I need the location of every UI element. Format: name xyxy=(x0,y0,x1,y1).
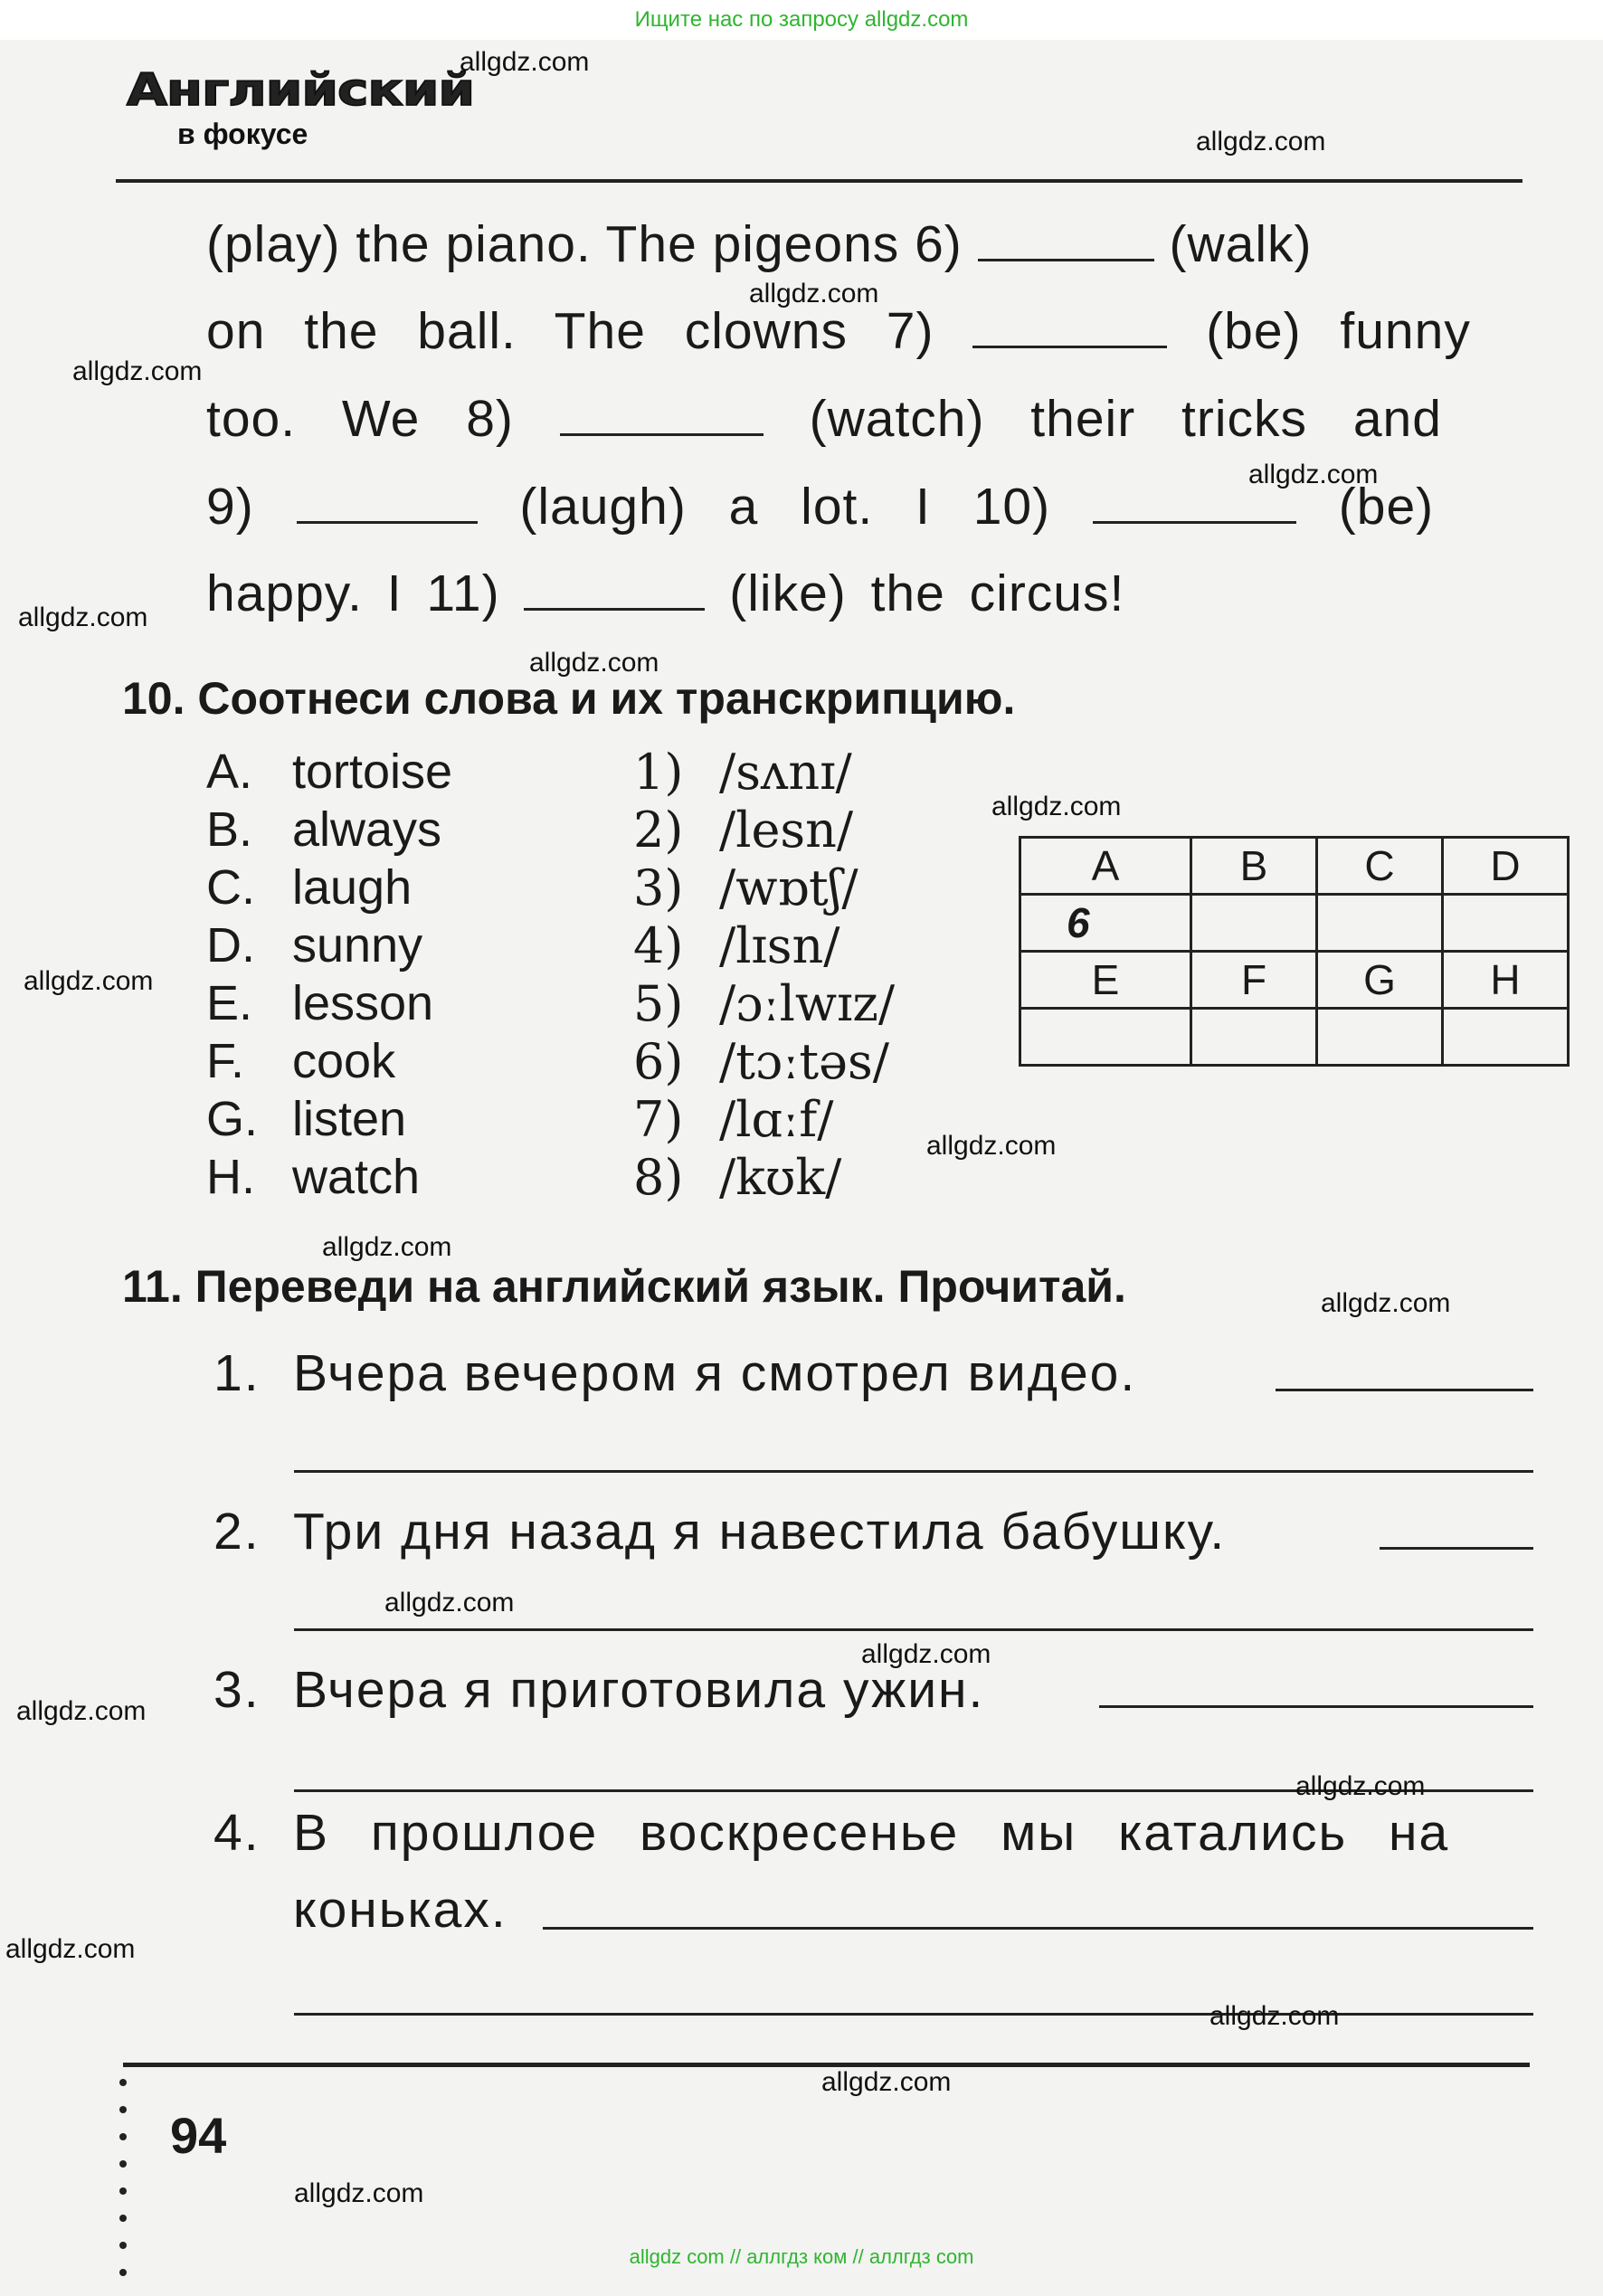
item-text: Три дня назад я навестила бабушку. xyxy=(293,1503,1227,1561)
transcription-num: 4) xyxy=(633,917,684,974)
ex9-line-1-verb: (walk) xyxy=(1169,215,1313,273)
transcription-text: /ɔːlwɪz/ xyxy=(719,975,896,1032)
word-item-h xyxy=(206,1149,452,1207)
answer-blank-7[interactable] xyxy=(972,346,1167,348)
word-item-d xyxy=(206,917,452,975)
ex9-line-4-num: 9) xyxy=(206,478,254,536)
grid-header-cell: A xyxy=(1020,838,1191,895)
word-text: listen xyxy=(292,1092,407,1146)
grid-header-cell: E xyxy=(1020,952,1191,1009)
word-item-g xyxy=(206,1091,452,1149)
watermark: allgdz.com xyxy=(1321,1288,1451,1318)
ex10-word-list xyxy=(206,744,452,1207)
grid-answer-row xyxy=(1020,1009,1569,1066)
transcription-item-7 xyxy=(633,1091,895,1149)
word-letter: A. xyxy=(206,745,253,799)
answer-line[interactable] xyxy=(1380,1547,1533,1550)
bottom-banner xyxy=(0,2245,1603,2269)
grid-header-cell: B xyxy=(1191,838,1317,895)
exercise-10-heading: 10. Соотнеси слова и их транскрипцию. xyxy=(122,673,1016,724)
word-text: lesson xyxy=(292,976,434,1030)
translate-item-4 xyxy=(213,1803,1449,1863)
word-item-f xyxy=(206,1033,452,1091)
ex9-line-1 xyxy=(206,214,1532,274)
ex9-line-3-text: too. We 8) xyxy=(206,390,514,448)
ex9-line-4-verb: (be) xyxy=(1338,478,1435,536)
transcription-text: /lɑːf/ xyxy=(719,1091,834,1148)
ex9-line-2 xyxy=(206,301,1471,361)
item-text: Вчера я приготовила ужин. xyxy=(293,1661,985,1719)
word-letter: E. xyxy=(206,976,253,1030)
transcription-item-6 xyxy=(633,1033,895,1091)
transcription-num: 3) xyxy=(633,859,684,916)
item-text: В прошлое воскресенье мы катались на xyxy=(293,1804,1450,1862)
grid-header-cell: G xyxy=(1317,952,1443,1009)
watermark: allgdz.com xyxy=(529,648,659,678)
transcription-text: /sʌnɪ/ xyxy=(719,744,852,801)
ex9-line-1-text: (play) the piano. The pigeons 6) xyxy=(206,215,963,273)
answer-line[interactable] xyxy=(543,1927,1533,1930)
ex9-line-4-text: (laugh) a lot. I 10) xyxy=(519,478,1051,536)
grid-answer-cell[interactable] xyxy=(1191,1009,1317,1066)
book-logo-title: Английский xyxy=(127,63,475,116)
transcription-num: 7) xyxy=(633,1091,684,1148)
watermark: allgdz.com xyxy=(384,1588,515,1618)
item-text: Вчера вечером я смотрел видео. xyxy=(293,1344,1137,1402)
transcription-item-5 xyxy=(633,975,895,1033)
grid-answer-cell[interactable] xyxy=(1443,895,1569,952)
watermark: allgdz.com xyxy=(1209,2001,1340,2031)
transcription-item-2 xyxy=(633,802,895,859)
answer-blank-8[interactable] xyxy=(560,433,764,436)
answer-blank-9[interactable] xyxy=(297,521,478,524)
word-text: cook xyxy=(292,1034,396,1088)
transcription-text: /wɒtʃ/ xyxy=(719,859,858,916)
watermark: allgdz.com xyxy=(991,792,1122,821)
watermark: allgdz.com xyxy=(5,1934,136,1964)
answer-line[interactable] xyxy=(294,2013,1533,2016)
word-letter: F. xyxy=(206,1034,245,1088)
answer-blank-6[interactable] xyxy=(978,259,1154,261)
watermark: allgdz.com xyxy=(16,1696,147,1726)
answer-blank-11[interactable] xyxy=(524,608,705,611)
top-banner-text[interactable]: Ищите нас по запросу allgdz.com xyxy=(634,7,969,32)
ex9-line-3-verb: (watch) their tricks and xyxy=(809,390,1442,448)
ex9-line-5-text: happy. I 11) xyxy=(206,565,500,622)
top-banner xyxy=(0,0,1603,40)
word-text: sunny xyxy=(292,918,423,972)
answer-line[interactable] xyxy=(1276,1389,1533,1391)
word-text: tortoise xyxy=(292,745,453,799)
item-number: 2. xyxy=(213,1503,261,1561)
word-item-c xyxy=(206,859,452,917)
transcription-num: 6) xyxy=(633,1033,684,1090)
watermark: allgdz.com xyxy=(18,602,148,632)
grid-header-cell: H xyxy=(1443,952,1569,1009)
word-text: always xyxy=(292,802,442,857)
item-number: 4. xyxy=(213,1804,261,1862)
transcription-item-4 xyxy=(633,917,895,975)
grid-answer-cell[interactable] xyxy=(1443,1009,1569,1066)
bottom-banner-text[interactable]: allgdz com // аллгдз ком // аллгдз com xyxy=(629,2245,974,2268)
ex9-line-2-verb: (be) funny xyxy=(1206,302,1471,360)
word-item-a xyxy=(206,744,452,802)
grid-header-row xyxy=(1020,838,1569,895)
grid-answer-row xyxy=(1020,895,1569,952)
transcription-text: /tɔːtəs/ xyxy=(719,1033,889,1090)
grid-answer-cell[interactable] xyxy=(1191,895,1317,952)
transcription-num: 8) xyxy=(633,1149,684,1206)
transcription-num: 5) xyxy=(633,975,684,1032)
exercise-11-heading: 11. Переведи на английский язык. Прочитай. xyxy=(122,1261,1126,1312)
watermark: allgdz.com xyxy=(72,356,203,386)
item-number: 1. xyxy=(213,1344,261,1402)
grid-header-row xyxy=(1020,952,1569,1009)
grid-answer-cell[interactable] xyxy=(1020,1009,1191,1066)
answer-line[interactable] xyxy=(294,1470,1533,1473)
grid-header-cell: C xyxy=(1317,838,1443,895)
grid-answer-cell[interactable] xyxy=(1317,1009,1443,1066)
watermark: allgdz.com xyxy=(1196,127,1326,157)
grid-answer-cell[interactable]: 6 xyxy=(1020,895,1191,952)
transcription-item-1 xyxy=(633,744,895,802)
translate-item-2 xyxy=(213,1502,1226,1561)
watermark: allgdz.com xyxy=(821,2067,952,2097)
transcription-item-8 xyxy=(633,1149,895,1207)
transcription-num: 1) xyxy=(633,744,684,801)
item-number: 3. xyxy=(213,1661,261,1719)
answer-line[interactable] xyxy=(1099,1705,1533,1708)
word-letter: C. xyxy=(206,860,255,915)
word-letter: H. xyxy=(206,1150,255,1204)
watermark: allgdz.com xyxy=(861,1639,991,1669)
watermark: allgdz.com xyxy=(749,279,879,308)
book-logo-subtitle: в фокусе xyxy=(177,118,308,150)
watermark: allgdz.com xyxy=(294,2178,424,2208)
transcription-num: 2) xyxy=(633,802,684,859)
grid-header-cell: F xyxy=(1191,952,1317,1009)
grid-header-cell: D xyxy=(1443,838,1569,895)
watermark: allgdz.com xyxy=(460,47,590,77)
answer-line[interactable] xyxy=(294,1628,1533,1631)
ex9-line-5-verb: (like) the circus! xyxy=(729,565,1125,622)
answer-blank-10[interactable] xyxy=(1093,521,1296,524)
watermark: allgdz.com xyxy=(1295,1771,1426,1801)
ex9-line-3 xyxy=(206,389,1442,449)
answer-grid xyxy=(1019,836,1570,1067)
translate-item-1 xyxy=(213,1343,1136,1403)
transcription-text: /kʊk/ xyxy=(719,1149,842,1206)
transcription-text: /lesn/ xyxy=(719,802,854,859)
ex9-line-5 xyxy=(206,564,1124,623)
watermark: allgdz.com xyxy=(1248,460,1379,489)
translate-item-4-cont: коньках. xyxy=(293,1881,507,1939)
watermark: allgdz.com xyxy=(24,966,154,996)
header-divider xyxy=(116,179,1522,183)
watermark: allgdz.com xyxy=(926,1131,1057,1161)
word-text: laugh xyxy=(292,860,413,915)
word-letter: G. xyxy=(206,1092,259,1146)
transcription-text: /lɪsn/ xyxy=(719,917,840,974)
word-text: watch xyxy=(292,1150,421,1204)
word-item-b xyxy=(206,802,452,859)
transcription-item-3 xyxy=(633,859,895,917)
word-letter: B. xyxy=(206,802,253,857)
word-item-e xyxy=(206,975,452,1033)
word-letter: D. xyxy=(206,918,255,972)
ex10-transcription-list xyxy=(633,744,895,1207)
watermark: allgdz.com xyxy=(322,1232,452,1262)
grid-answer-cell[interactable] xyxy=(1317,895,1443,952)
ex9-line-2-text: on the ball. The clowns 7) xyxy=(206,302,934,360)
page-number: 94 xyxy=(170,2107,227,2164)
